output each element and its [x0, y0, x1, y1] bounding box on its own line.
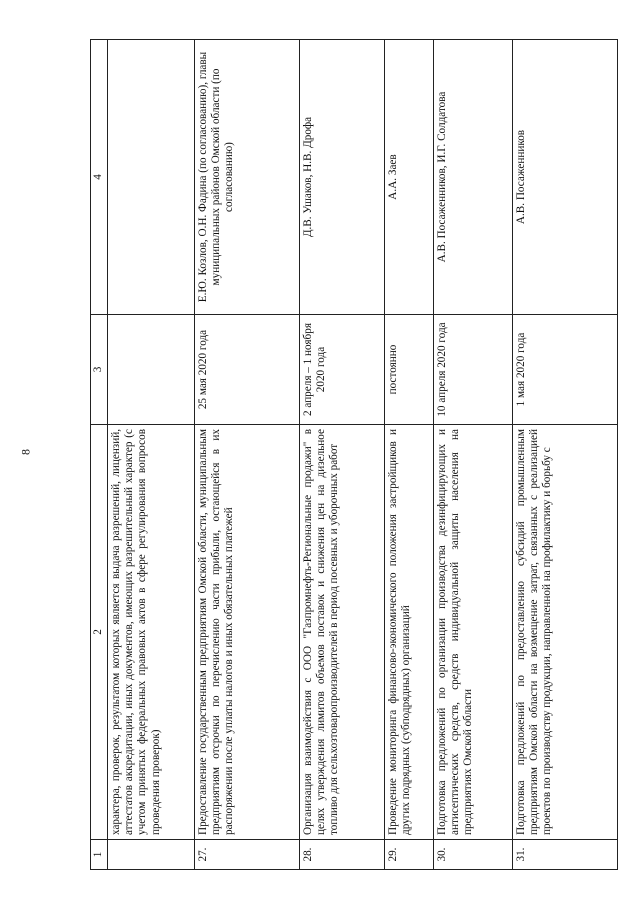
column-header-responsible: 4: [91, 40, 108, 315]
row-deadline: [108, 315, 195, 425]
row-measure: Организация взаимодействия с ООО "Газпромнефть-Региональные продажи" в целях утверждения лимитов объемов поставок и снижения цен на дизельное топливо для сельхозтоваропроизводителей в период посевных и уборочных работ: [300, 425, 385, 840]
row-responsible: А.А. Заев: [385, 40, 434, 315]
row-measure: Проведение мониторинга финансово-экономического положения застройщиков и других подрядных (субподрядных) организаций: [385, 425, 434, 840]
row-number: 27.: [195, 840, 300, 870]
table-row: [513, 40, 618, 870]
row-responsible: [108, 40, 195, 315]
row-responsible: А.В. Посаженников, И.Г. Солдатова: [434, 40, 513, 315]
row-deadline: 1 мая 2020 года: [513, 315, 618, 425]
row-measure: Предоставление государственным предприятиям Омской области, муниципальным предприятиям отсрочки по перечислению части прибыли, остающейся в их распоряжении после уплаты налогов и иных обязательных платежей: [195, 425, 300, 840]
table-row: [385, 40, 434, 870]
row-number: 29.: [385, 840, 434, 870]
row-measure: Подготовка предложений по предоставлению субсидий промышленным предприятиям Омской области на возмещение затрат, связанных с реализацией проектов по производству продукции, направленной на профилактику и борьбу с: [513, 425, 618, 840]
row-number: 28.: [300, 840, 385, 870]
page-number: 8: [18, 449, 33, 455]
row-number: [108, 840, 195, 870]
row-responsible: Е.Ю. Козлов, О.Н. Фадина (по согласованию), главы муниципальных районов Омской области (по согласованию): [195, 40, 300, 315]
table-row: [195, 40, 300, 870]
row-deadline: 25 мая 2020 года: [195, 315, 300, 425]
row-responsible: А.В. Посаженников: [513, 40, 618, 315]
column-header-deadline: 3: [91, 315, 108, 425]
row-number: 31.: [513, 840, 618, 870]
row-deadline: 2 апреля – 1 ноября 2020 года: [300, 315, 385, 425]
row-measure: Подготовка предложений по организации производства дезинфицирующих и антисептических средств, средств индивидуальной защиты населения на предприятиях Омской области: [434, 425, 513, 840]
table-row: [108, 40, 195, 870]
table-row: [434, 40, 513, 870]
row-measure: характера, проверок, результатом которых является выдача разрешений, лицензий, аттестатов аккредитации, иных документов, имеющих разрешительный характер (с учетом принятых федеральных правовых актов в сфере регулирования вопросов проведения проверок): [108, 425, 195, 840]
row-number: 30.: [434, 840, 513, 870]
rotated-page-content: [90, 40, 605, 870]
row-deadline: постоянно: [385, 315, 434, 425]
table-header-row: [91, 40, 108, 870]
column-header-measure: 2: [91, 425, 108, 840]
row-deadline: 10 апреля 2020 года: [434, 315, 513, 425]
measures-table: [90, 39, 618, 870]
column-header-number: 1: [91, 840, 108, 870]
row-responsible: Д.В. Ушаков, Н.В. Дрофа: [300, 40, 385, 315]
table-row: [300, 40, 385, 870]
